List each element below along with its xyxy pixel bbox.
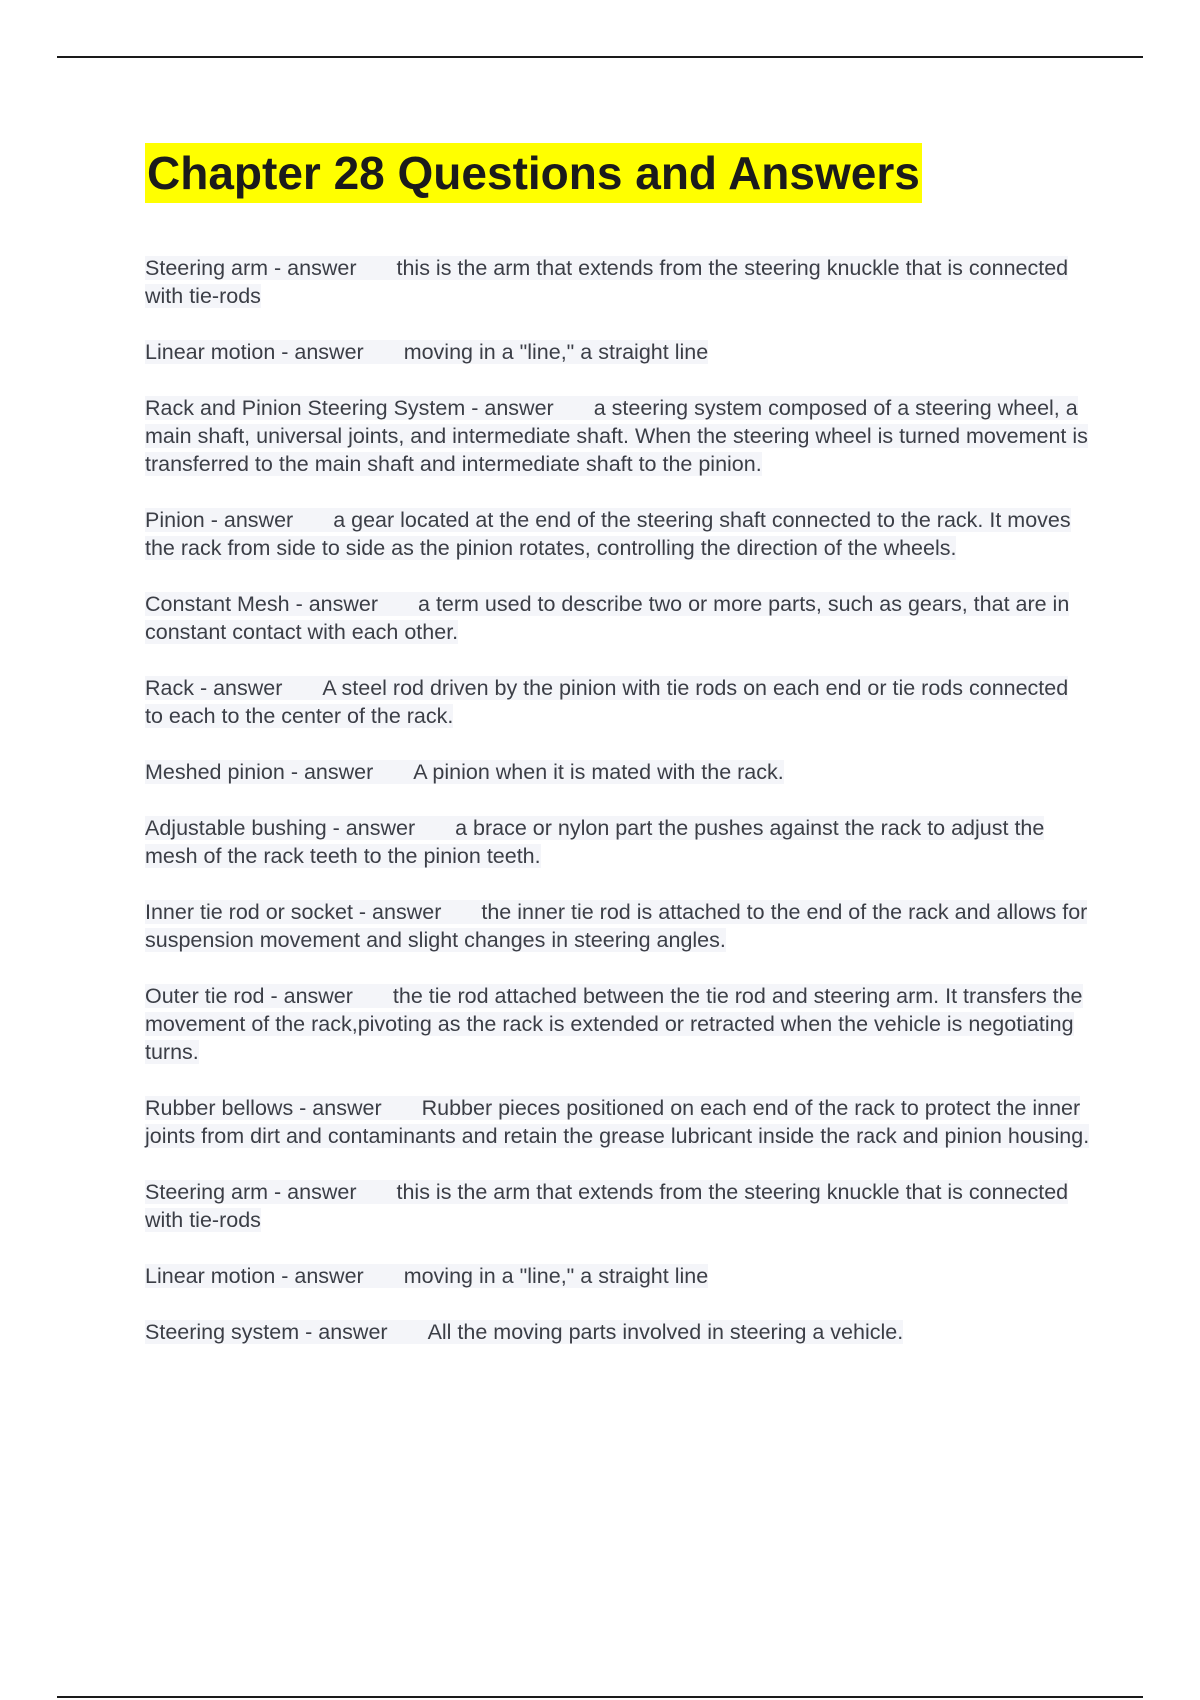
- qa-definition: this is the arm that extends from the steering knuckle that is connected with tie-rods: [145, 1180, 1069, 1232]
- qa-entry: [145, 394, 1090, 478]
- qa-definition: Rubber pieces positioned on each end of the rack to protect the inner joints from dirt and contaminants and retain the grease lubricant inside the rack and pinion housing.: [145, 1096, 1090, 1148]
- qa-term: Linear motion - answer: [145, 1264, 364, 1288]
- qa-entry: [145, 982, 1090, 1066]
- qa-definition: A steel rod driven by the pinion with tie rods on each end or tie rods connected to each to the center of the rack.: [145, 676, 1069, 728]
- qa-entry: [145, 338, 1090, 366]
- qa-definition: the tie rod attached between the tie rod and steering arm. It transfers the movement of the rack,pivoting as the rack is extended or retracted when the vehicle is negotiating turns.: [145, 984, 1083, 1064]
- qa-entry: [145, 1318, 1090, 1346]
- qa-term: Steering arm - answer: [145, 1180, 357, 1204]
- qa-term: Steering system - answer: [145, 1320, 388, 1344]
- qa-definition: A pinion when it is mated with the rack.: [413, 760, 784, 784]
- qa-entry: [145, 590, 1090, 646]
- qa-entry: [145, 814, 1090, 870]
- qa-term: Adjustable bushing - answer: [145, 816, 416, 840]
- qa-definition: All the moving parts involved in steering a vehicle.: [427, 1320, 904, 1344]
- qa-term: Steering arm - answer: [145, 256, 357, 280]
- qa-term: Rack - answer: [145, 676, 283, 700]
- qa-term: Meshed pinion - answer: [145, 760, 374, 784]
- qa-definition: a brace or nylon part the pushes against the rack to adjust the mesh of the rack teeth to the pinion teeth.: [145, 816, 1045, 868]
- qa-definition: the inner tie rod is attached to the end of the rack and allows for suspension movement and slight changes in steering angles.: [145, 900, 1088, 952]
- qa-entry: [145, 758, 1090, 786]
- qa-definition: a gear located at the end of the steering shaft connected to the rack. It moves the rack from side to side as the pinion rotates, controlling the direction of the wheels.: [145, 508, 1071, 560]
- qa-term: Rack and Pinion Steering System - answer: [145, 396, 554, 420]
- qa-entry: [145, 1262, 1090, 1290]
- bottom-rule: [57, 1696, 1143, 1698]
- qa-entry: [145, 898, 1090, 954]
- qa-entry: [145, 1178, 1090, 1234]
- qa-definition: moving in a "line," a straight line: [403, 1264, 709, 1288]
- qa-definition: a steering system composed of a steering wheel, a main shaft, universal joints, and intermediate shaft. When the steering wheel is turned movement is transferred to the main shaft and intermediate shaft to the pinion.: [145, 396, 1088, 476]
- qa-entry: [145, 1094, 1090, 1150]
- page-title: Chapter 28 Questions and Answers: [145, 143, 922, 203]
- qa-term: Rubber bellows - answer: [145, 1096, 382, 1120]
- qa-term: Pinion - answer: [145, 508, 294, 532]
- qa-term: Outer tie rod - answer: [145, 984, 353, 1008]
- qa-definition: moving in a "line," a straight line: [403, 340, 709, 364]
- qa-definition: a term used to describe two or more parts, such as gears, that are in constant contact with each other.: [145, 592, 1070, 644]
- top-rule: [57, 56, 1143, 58]
- qa-entry: [145, 506, 1090, 562]
- qa-entry: [145, 674, 1090, 730]
- qa-term: Constant Mesh - answer: [145, 592, 379, 616]
- qa-term: Linear motion - answer: [145, 340, 364, 364]
- qa-definition: this is the arm that extends from the steering knuckle that is connected with tie-rods: [145, 256, 1069, 308]
- qa-term: Inner tie rod or socket - answer: [145, 900, 442, 924]
- qa-list: [145, 254, 1090, 1374]
- qa-entry: [145, 254, 1090, 310]
